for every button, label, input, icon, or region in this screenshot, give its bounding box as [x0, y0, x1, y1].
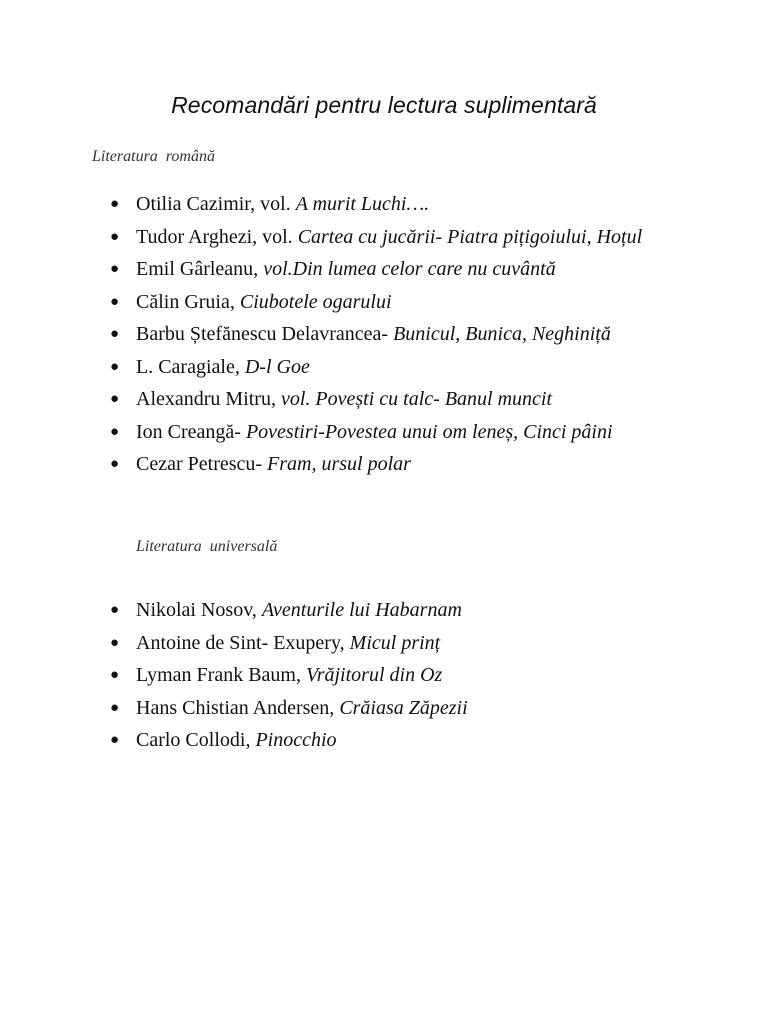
author: Tudor Arghezi, vol.	[136, 225, 298, 248]
author: Nikolai Nosov,	[136, 599, 262, 621]
work-title: Micul prinț	[349, 631, 441, 654]
author: Barbu Ștefănescu Delavrancea-	[136, 323, 394, 345]
work-title: Aventurile lui Habarnam	[261, 599, 462, 621]
author: Emil Gârleanu,	[136, 258, 264, 280]
bullet-icon: ●	[110, 196, 120, 212]
author: Carlo Collodi,	[136, 729, 256, 751]
list-item	[108, 659, 708, 692]
work-title: Povestiri-Povestea unui om leneș, Cinci pâini	[245, 420, 613, 443]
bullet-icon: ●	[110, 732, 120, 748]
bullet-icon: ●	[110, 228, 120, 245]
work-title: Bunicul, Bunica, Neghiniță	[393, 323, 611, 345]
author: Alexandru Mitru,	[136, 388, 281, 410]
list-item	[108, 416, 708, 449]
list-item	[108, 253, 708, 286]
book-list-romanian	[108, 188, 708, 481]
list-item	[108, 448, 708, 481]
bullet-icon: ●	[110, 391, 120, 407]
work-title: Ciubotele ogarului	[239, 290, 392, 313]
bullet-icon: ●	[110, 456, 120, 472]
author: Cezar Petrescu-	[136, 453, 268, 475]
page-title: Recomandări pentru lectura suplimentară	[171, 92, 597, 118]
work-title: Fram, ursul polar	[267, 453, 411, 475]
work-title: Pinocchio	[255, 729, 337, 751]
list-item	[108, 627, 708, 660]
list-item	[108, 724, 708, 757]
list-item	[108, 383, 708, 416]
work-title: vol.Din lumea celor care nu cuvântă	[263, 258, 556, 280]
author: Antoine de Sint- Exupery,	[136, 631, 350, 654]
author: Otilia Cazimir, vol.	[136, 193, 296, 215]
bullet-icon: ●	[110, 699, 120, 716]
work-title: Crăiasa Zăpezii	[339, 696, 468, 719]
list-item	[108, 318, 708, 351]
author: L. Caragiale,	[136, 355, 245, 378]
bullet-icon: ●	[110, 358, 120, 375]
author: Lyman Frank Baum,	[136, 664, 306, 686]
list-item	[108, 221, 708, 254]
work-title: Cartea cu jucării- Piatra pițigoiului, Hoțul	[297, 225, 643, 248]
work-title: vol. Povești cu talc- Banul muncit	[280, 388, 553, 410]
bullet-icon: ●	[110, 423, 120, 440]
section-heading-romanian: Literatura română	[92, 148, 215, 165]
list-item	[108, 692, 708, 725]
list-item	[108, 594, 708, 627]
work-title: D-l Goe	[244, 355, 310, 378]
book-list-universal	[108, 594, 708, 757]
list-item	[108, 188, 708, 221]
bullet-icon: ●	[110, 602, 120, 618]
author: Hans Chistian Andersen,	[136, 696, 340, 719]
work-title: Vrăjitorul din Oz	[305, 664, 443, 686]
author: Ion Creangă-	[136, 420, 246, 443]
list-item	[108, 286, 708, 319]
bullet-icon: ●	[110, 326, 120, 342]
bullet-icon: ●	[110, 667, 120, 683]
section-heading-universal: Literatura universală	[136, 538, 278, 555]
author: Călin Gruia,	[136, 290, 240, 313]
bullet-icon: ●	[110, 634, 120, 651]
list-item	[108, 351, 708, 384]
bullet-icon: ●	[110, 293, 120, 310]
bullet-icon: ●	[110, 261, 120, 277]
work-title: A murit Luchi….	[295, 193, 430, 215]
